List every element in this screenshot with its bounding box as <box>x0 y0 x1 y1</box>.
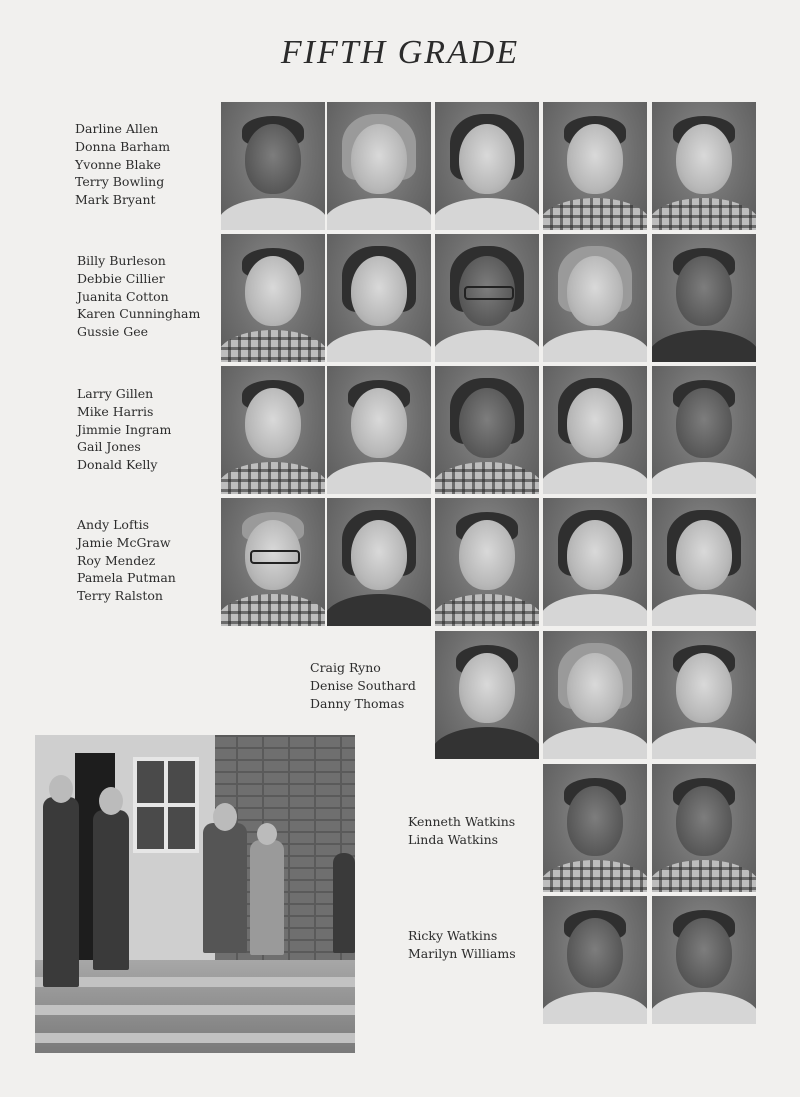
portrait-photo <box>327 366 431 494</box>
student-name: Ricky Watkins <box>408 928 498 943</box>
portrait-photo <box>652 764 756 892</box>
portrait-photo <box>435 366 539 494</box>
student-name: Donald Kelly <box>77 457 158 473</box>
name-list-row-4 <box>77 516 176 605</box>
student-name: Marilyn Williams <box>408 945 516 961</box>
page-title: FIFTH GRADE <box>280 34 520 71</box>
portrait-photo <box>435 631 539 759</box>
candid-photo <box>35 735 355 1053</box>
portrait-photo <box>652 366 756 494</box>
student-name: Jimmie Ingram <box>77 421 172 437</box>
portrait-photo <box>221 366 325 494</box>
student-name: Gussie Gee <box>77 324 149 340</box>
portrait-photo <box>327 498 431 626</box>
student-name: Yvonne Blake <box>75 156 161 172</box>
student-name: Craig Ryno <box>310 660 381 675</box>
student-name: Billy Burleson <box>77 253 166 268</box>
student-name: Roy Mendez <box>77 552 156 568</box>
portrait-photo <box>543 631 647 759</box>
portrait-photo <box>221 234 325 362</box>
portrait-photo <box>543 102 647 230</box>
student-name: Danny Thomas <box>310 695 405 711</box>
portrait-photo <box>543 366 647 494</box>
portrait-photo <box>543 498 647 626</box>
student-name: Larry Gillen <box>77 386 154 401</box>
student-name: Jamie McGraw <box>77 534 171 550</box>
portrait-photo <box>327 102 431 230</box>
portrait-photo <box>652 102 756 230</box>
name-list-row-3 <box>77 385 171 474</box>
portrait-photo <box>435 498 539 626</box>
student-name: Debbie Cillier <box>77 270 165 286</box>
portrait-photo <box>221 498 325 626</box>
portrait-photo <box>435 102 539 230</box>
student-name: Pamela Putman <box>77 570 176 586</box>
student-name: Gail Jones <box>77 439 141 455</box>
portrait-photo <box>435 234 539 362</box>
student-name: Donna Barham <box>75 138 171 154</box>
portrait-photo <box>221 102 325 230</box>
portrait-photo <box>652 234 756 362</box>
student-name: Karen Cunningham <box>77 306 201 322</box>
student-name: Linda Watkins <box>408 831 499 847</box>
name-list-row-2 <box>77 252 200 341</box>
portrait-photo <box>543 896 647 1024</box>
portrait-photo <box>652 896 756 1024</box>
portrait-photo <box>543 234 647 362</box>
student-name: Darline Allen <box>75 121 159 136</box>
student-name: Mark Bryant <box>75 192 156 208</box>
name-list-row-5 <box>310 659 416 712</box>
student-name: Terry Ralston <box>77 588 163 604</box>
student-name: Mike Harris <box>77 403 154 419</box>
student-name: Juanita Cotton <box>77 288 169 304</box>
student-name: Denise Southard <box>310 677 416 693</box>
portrait-photo <box>652 631 756 759</box>
portrait-photo <box>543 764 647 892</box>
name-list-row-7 <box>408 927 516 963</box>
portrait-photo <box>652 498 756 626</box>
student-name: Terry Bowling <box>75 174 165 190</box>
portrait-photo <box>327 234 431 362</box>
name-list-row-1 <box>75 120 170 209</box>
student-name: Kenneth Watkins <box>408 814 516 829</box>
name-list-row-6 <box>408 813 515 849</box>
student-name: Andy Loftis <box>77 517 150 532</box>
